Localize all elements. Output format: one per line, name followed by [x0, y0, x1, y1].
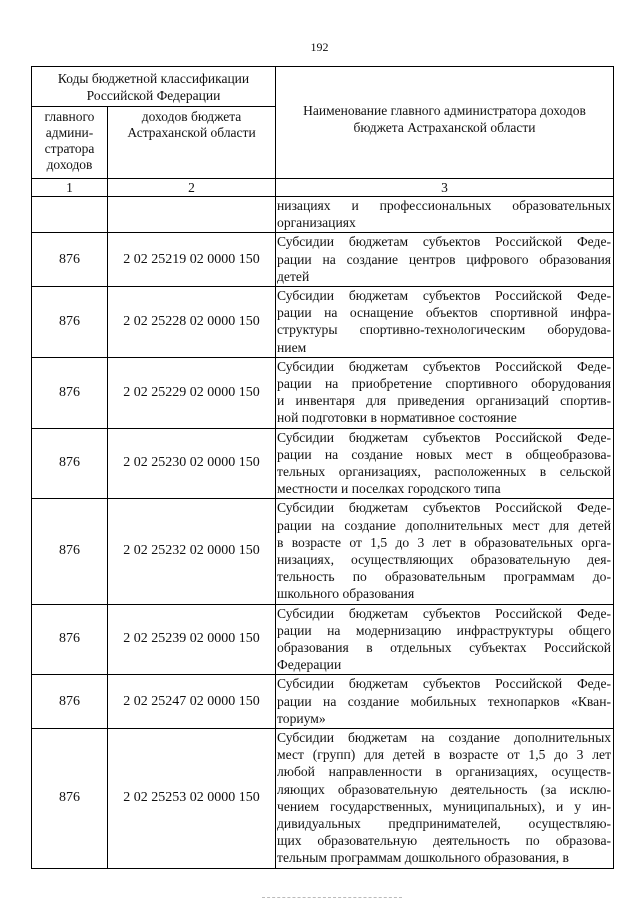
admin-code-cell: 876 [32, 499, 108, 604]
table-row [32, 604, 614, 675]
revenue-name-line: организациях [277, 215, 356, 231]
revenue-name-line: рации на приобретение спортивного оборудования [277, 375, 612, 391]
revenue-name-line: рации на оснащение объектов спортивной инфра- [277, 305, 612, 321]
column-number-2: 2 [108, 179, 276, 197]
header-codes-group-label: Коды бюджетной классификации Российской Федерации [57, 70, 250, 103]
table-row [32, 197, 614, 233]
table-row [32, 428, 614, 499]
revenue-name-line: тельность по образовательным программам до- [277, 569, 612, 585]
budget-classification-table [31, 66, 614, 869]
admin-code-cell: 876 [32, 357, 108, 428]
revenue-name-line: Субсидии бюджетам субъектов Российской Феде- [277, 234, 612, 250]
revenue-code-cell: 2 02 25239 02 0000 150 [108, 604, 276, 675]
admin-code-cell: 876 [32, 604, 108, 675]
header-row-group [32, 67, 614, 107]
revenue-name-line: и инвентаря для приведения организаций спортив- [277, 393, 612, 409]
admin-code-cell: 876 [32, 428, 108, 499]
revenue-name-line: любой направленности в организациях, осуществ- [277, 764, 612, 780]
revenue-name-line: ляющих образовательную деятельность (за исклю- [277, 781, 612, 797]
header-code-column [108, 107, 276, 179]
header-name-line-1: Наименование главного администратора доходов [303, 102, 586, 118]
header-name-column [276, 67, 614, 179]
revenue-name-cell [276, 728, 614, 868]
revenue-name-line: ториум» [277, 710, 326, 726]
header-admin-line-2: админи- [45, 125, 94, 140]
header-admin-line-4: доходов [46, 157, 93, 172]
revenue-code-cell: 2 02 25247 02 0000 150 [108, 675, 276, 729]
revenue-name-line: школьного образования [277, 586, 415, 602]
revenue-name-cell [276, 428, 614, 499]
header-admin-column [32, 107, 108, 179]
admin-code-cell: 876 [32, 233, 108, 287]
revenue-name-cell [276, 604, 614, 675]
revenue-name-line: низациях и профессиональных образовательных [277, 198, 612, 213]
revenue-code-cell: 2 02 25230 02 0000 150 [108, 428, 276, 499]
revenue-name-line: детей [277, 268, 310, 284]
revenue-name-line: в возрасте от 1,5 до 3 лет в образовательных орга- [277, 534, 612, 550]
revenue-code-cell [108, 197, 276, 233]
revenue-name-line: мест (групп) для детей в возрасте от 1,5 до 3 лет [277, 747, 612, 763]
table-row [32, 499, 614, 604]
table-row [32, 675, 614, 729]
revenue-name-cell [276, 499, 614, 604]
revenue-name-line: рации на создание дополнительных мест для детей [277, 517, 612, 533]
revenue-name-line: низациях, осуществляющих образовательную дея- [277, 551, 612, 567]
header-name-line-2: бюджета Астраханской области [353, 119, 536, 135]
revenue-code-cell: 2 02 25253 02 0000 150 [108, 728, 276, 868]
table-row [32, 728, 614, 868]
table-row [32, 286, 614, 357]
revenue-code-cell: 2 02 25229 02 0000 150 [108, 357, 276, 428]
revenue-name-line: образования в отдельных субъектах Российской [277, 639, 612, 655]
admin-code-cell: 876 [32, 286, 108, 357]
revenue-code-cell: 2 02 25219 02 0000 150 [108, 233, 276, 287]
revenue-name-line: структуры спортивно-технологическим оборудова- [277, 322, 612, 338]
revenue-name-line: местности и поселках городского типа [277, 481, 501, 497]
header-code-line-2: Астраханской области [127, 125, 256, 140]
revenue-name-line: нием [277, 339, 307, 355]
table-row [32, 357, 614, 428]
revenue-name-line: дивидуальных предпринимателей, осуществляю- [277, 815, 612, 831]
revenue-name-line: тельным программам дошкольного образования, в [277, 850, 569, 866]
revenue-name-line: щих образовательную деятельность по образова- [277, 833, 612, 849]
revenue-code-cell: 2 02 25228 02 0000 150 [108, 286, 276, 357]
revenue-name-cell [276, 286, 614, 357]
header-admin-line-1: главного [44, 109, 95, 124]
revenue-name-line: рации на создание новых мест в общеобразова- [277, 446, 612, 462]
column-number-3: 3 [276, 179, 614, 197]
revenue-name-line: рации на создание мобильных технопарков «Кван- [277, 693, 612, 709]
page-number: 192 [310, 40, 329, 54]
revenue-name-cell [276, 357, 614, 428]
revenue-name-line: Субсидии бюджетам субъектов Российской Феде- [277, 358, 612, 374]
revenue-name-cell [276, 233, 614, 287]
page-footer-rule [262, 897, 402, 899]
revenue-code-cell: 2 02 25232 02 0000 150 [108, 499, 276, 604]
revenue-name-line: Субсидии бюджетам субъектов Российской Феде- [277, 429, 612, 445]
header-code-line-1: доходов бюджета [141, 109, 242, 124]
revenue-name-line: Субсидии бюджетам субъектов Российской Феде- [277, 287, 612, 303]
admin-code-cell: 876 [32, 728, 108, 868]
column-number-row [32, 179, 614, 197]
header-codes-group [32, 67, 276, 107]
revenue-name-cell [276, 197, 614, 233]
revenue-name-line: рации на создание центров цифрового образования [277, 251, 612, 267]
admin-code-cell [32, 197, 108, 233]
header-admin-line-3: стратора [44, 141, 95, 156]
admin-code-cell: 876 [32, 675, 108, 729]
revenue-name-cell [276, 675, 614, 729]
revenue-name-line: Субсидии бюджетам на создание дополнительных [277, 729, 612, 745]
table-row [32, 233, 614, 287]
column-number-1: 1 [32, 179, 108, 197]
revenue-name-line: Субсидии бюджетам субъектов Российской Феде- [277, 676, 612, 692]
revenue-name-line: ной подготовки в нормативное состояние [277, 410, 517, 426]
revenue-name-line: рации на модернизацию инфраструктуры общего [277, 622, 612, 638]
revenue-name-line: чением государственных, муниципальных), и у ин- [277, 798, 612, 814]
revenue-name-line: тельных организациях, расположенных в сельской [277, 463, 612, 479]
revenue-name-line: Субсидии бюджетам субъектов Российской Феде- [277, 500, 612, 516]
revenue-name-line: Субсидии бюджетам субъектов Российской Феде- [277, 605, 612, 621]
revenue-name-line: Федерации [277, 657, 342, 673]
